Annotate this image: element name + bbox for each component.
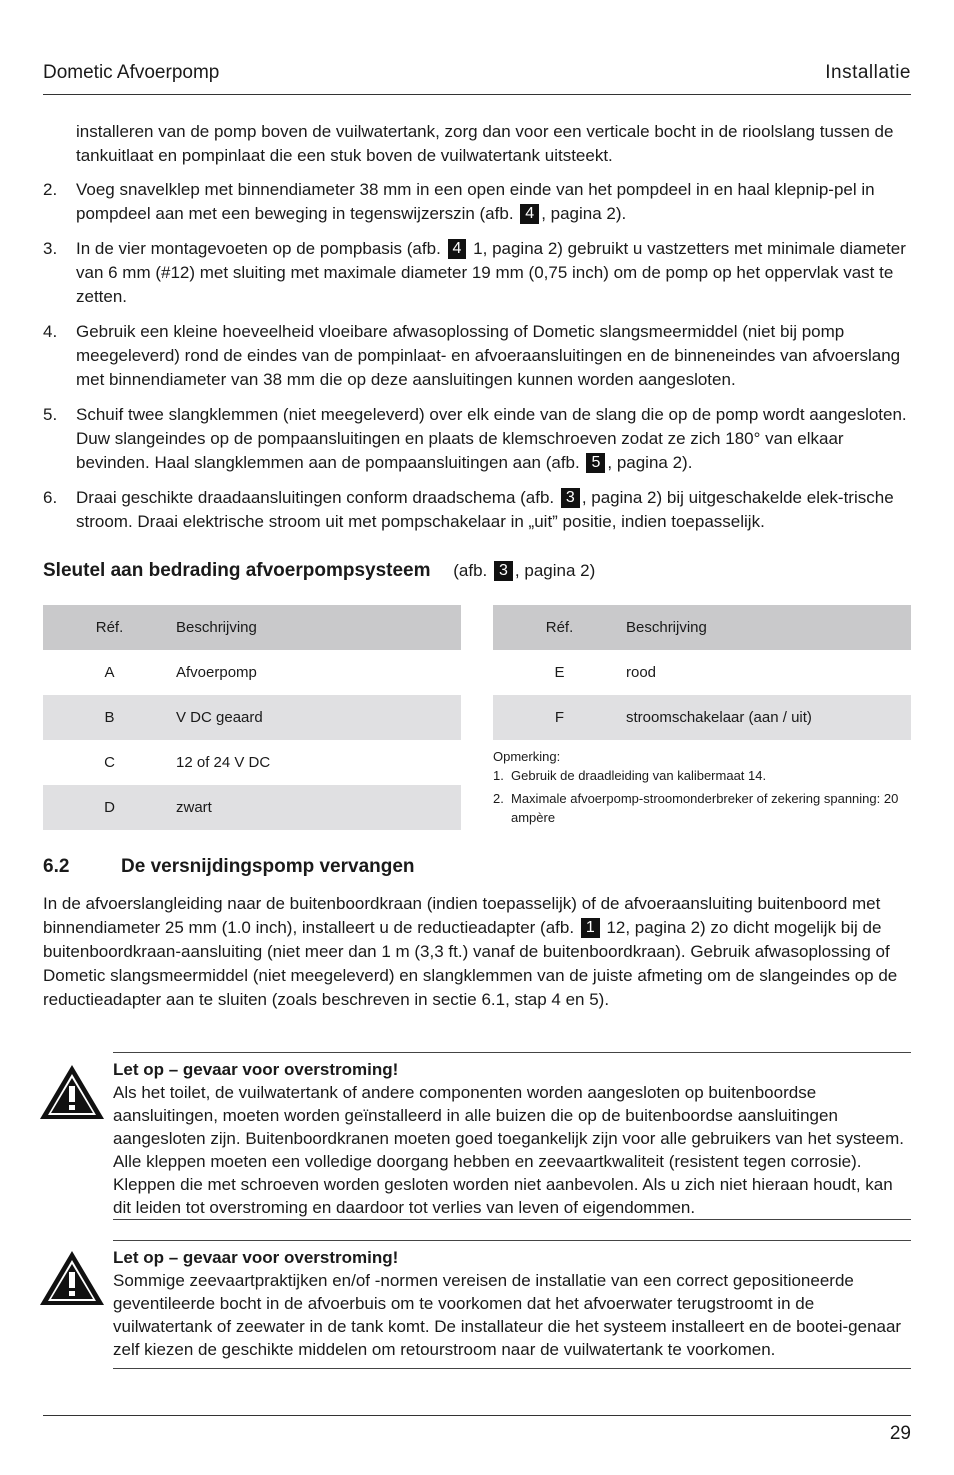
step-text: In de vier montagevoeten op de pompbasis (afb.: [76, 239, 441, 258]
step-text-after: , pagina 2).: [541, 204, 627, 223]
wiring-key-ref: (afb.: [453, 561, 488, 580]
page-footer: [43, 1415, 911, 1444]
ref-cell: B: [43, 695, 176, 740]
wiring-note: [493, 747, 911, 827]
table-header-row: [493, 605, 911, 650]
description-cell: V DC geaard: [176, 695, 461, 740]
wiring-key-heading: [43, 560, 911, 582]
ref-cell: F: [493, 695, 626, 740]
note-title: Opmerking:: [493, 749, 561, 764]
paragraph-text-after: 12, pagina 2) zo dicht mogelijk bij de buitenboordkraan-aansluiting (niet meer dan 1 m (3,3 ft.) vanaf de buitenboordkraan). Gebruik afwasoplossing of Dometic slangsmeermiddel (niet meegeleverd) en slangklemmen van de juiste afmeting om de slangeindes op de reductieadapter aan te sluiten (zoals beschreven in sectie 6.1, stap 4 en 5).: [43, 918, 898, 1009]
step-text: Draai geschikte draadaansluitingen conform draadschema (afb.: [76, 488, 555, 507]
step-number: 6.: [43, 488, 58, 507]
note-item: [493, 766, 911, 785]
column-header-ref: Réf.: [43, 605, 176, 650]
step-text: Schuif twee slangklemmen (niet meegeleverd) over elk einde van de slang die op de pomp wordt aangesloten. Duw slangeindes op de pompaansluitingen en plaats de klemschroeven zodat ze zich 180° van elkaar bevinden. Haal slangklemmen aan de pompaansluitingen aan (afb.: [76, 405, 907, 472]
ref-cell: C: [104, 754, 115, 771]
ref-cell: E: [554, 664, 565, 681]
warning-text: Sommige zeevaartpraktijken en/of -normen vereisen de installatie van een correct gepositioneerde geventileerde bocht in de afvoerbuis om te voorkomen dat het afvoerwater terugstroomt in de vuilwatertank of zeewater in de tank komt. De installateur die het systeem installeert en de bootei-genaar zelf kiezen de geschikte middelen om retourstroom naar de vuilwatertank te voorkomen.: [113, 1271, 902, 1359]
column-header-description: Beschrijving: [626, 605, 911, 650]
page-number: 29: [889, 1423, 911, 1444]
header-section: Installatie: [825, 62, 911, 83]
description-cell: zwart: [176, 785, 461, 830]
figure-badge: 5: [586, 453, 605, 473]
step-text: Voeg snavelklep met binnendiameter 38 mm in een open einde van het pompdeel in en haal klepnip-pel in pompdeel aan met een beweging in tegenswijzerszin (afb.: [76, 180, 875, 223]
section-number: 6.2: [43, 856, 70, 877]
step-text-after: , pagina 2).: [607, 453, 693, 472]
table-row: [43, 650, 461, 695]
table-row: [493, 695, 911, 740]
warning-triangle-icon: [37, 1062, 107, 1122]
wiring-key-title: Sleutel aan bedrading afvoerpompsysteem: [43, 560, 431, 581]
figure-badge: 4: [448, 239, 467, 259]
table-row: [43, 740, 461, 785]
column-header-description: Beschrijving: [176, 605, 461, 650]
paragraph-text: In de afvoerslangleiding naar de buitenboordkraan (indien toepasselijk) of de afvoeraansluiting buitenboord met binnendiameter 25 mm (1.0 inch), installeert u de reductieadapter (afb.: [43, 894, 881, 937]
step-item: [43, 237, 911, 309]
ref-cell: A: [104, 664, 115, 681]
step-item: [43, 403, 911, 475]
table-header-row: [43, 605, 461, 650]
table-row: [43, 785, 461, 830]
note-text: Maximale afvoerpomp-stroomonderbreker of zekering spanning: 20 ampère: [511, 791, 899, 825]
warning-text: Als het toilet, de vuilwatertank of andere componenten worden aangesloten op buitenboordse aansluitingen, moeten worden geïnstalleerd in alle buizen die op de buitenboordse aansluitingen aangesloten zijn. Buitenboordkranen moeten goed toegankelijk zijn voor alle gebruikers van het systeem. Alle kleppen moeten een volledige doorgang hebben en zeevaartkwaliteit (resistent tegen corrosie). Kleppen die met schroeven worden gesloten worden niet aanbevolen. Als u zich niet hieraan houdt, kan dit leiden tot overstroming en daardoor tot verlies van leven of eigendommen.: [113, 1083, 904, 1217]
step-number: 2.: [43, 180, 58, 199]
figure-badge: 3: [561, 488, 580, 508]
section-heading: [43, 856, 415, 878]
table-row: [493, 650, 911, 695]
step-number: 5.: [43, 405, 58, 424]
wiring-table-right: [493, 605, 911, 740]
step-number: 3.: [43, 239, 58, 258]
column-header-ref: Réf.: [493, 605, 626, 650]
ref-cell: D: [43, 785, 176, 830]
installation-steps: [43, 178, 911, 545]
wiring-table-left: [43, 605, 461, 830]
step-item: [43, 320, 911, 392]
document-page: [43, 0, 911, 1475]
step-text-after: , pagina 2) bij uitgeschakelde elek-trische stroom. Draai elektrische stroom uit met pompschakelaar in „uit” positie, indien toepasselijk.: [76, 488, 894, 531]
note-number: 2.: [493, 791, 504, 806]
section-title: De versnijdingspomp vervangen: [121, 856, 415, 877]
page-header: [43, 60, 911, 95]
warning-title: Let op – gevaar voor overstroming!: [113, 1060, 399, 1079]
step-number: 4.: [43, 322, 58, 341]
description-cell: Afvoerpomp: [176, 664, 257, 681]
warning-triangle-icon: [37, 1248, 107, 1308]
step-item: [43, 486, 911, 534]
section-paragraph: [43, 892, 911, 1012]
figure-badge: 1: [581, 918, 600, 938]
table-row: [43, 695, 461, 740]
figure-badge: 4: [520, 204, 539, 224]
step-continuation: installeren van de pomp boven de vuilwatertank, zorg dan voor een verticale bocht in de rioolslang tussen de tankuitlaat en pompinlaat die een stuk boven de vuilwatertank uitsteekt.: [76, 122, 894, 165]
description-cell: stroomschakelaar (aan / uit): [626, 695, 911, 740]
header-title: Dometic Afvoerpomp: [43, 62, 220, 83]
description-cell: rood: [626, 664, 657, 681]
warning-title: Let op – gevaar voor overstroming!: [113, 1248, 399, 1267]
warning-box: [113, 1240, 911, 1369]
step-text-after: 1, pagina 2) gebruikt u vastzetters met minimale diameter van 6 mm (#12) met sluiting met maximale diameter 19 mm (0,75 inch) om de pomp op het oppervlak vast te zetten.: [76, 239, 906, 306]
step-item: [43, 178, 911, 226]
note-text: Gebruik de draadleiding van kalibermaat 14.: [511, 768, 767, 783]
note-number: 1.: [493, 768, 504, 783]
step-text: Gebruik een kleine hoeveelheid vloeibare afwasoplossing of Dometic slangsmeermiddel (niet bij pomp meegeleverd) rond de eindes van de pompinlaat- en afvoeraansluitingen en de binneneindes van afvoerslang met binnendiameter van 38 mm die op deze aansluitingen kunnen worden aangesloten.: [76, 322, 901, 389]
warning-box: [113, 1052, 911, 1220]
wiring-key-ref-after: , pagina 2): [514, 561, 596, 580]
note-item: [493, 789, 911, 827]
figure-badge: 3: [494, 561, 513, 581]
description-cell: 12 of 24 V DC: [176, 754, 271, 771]
